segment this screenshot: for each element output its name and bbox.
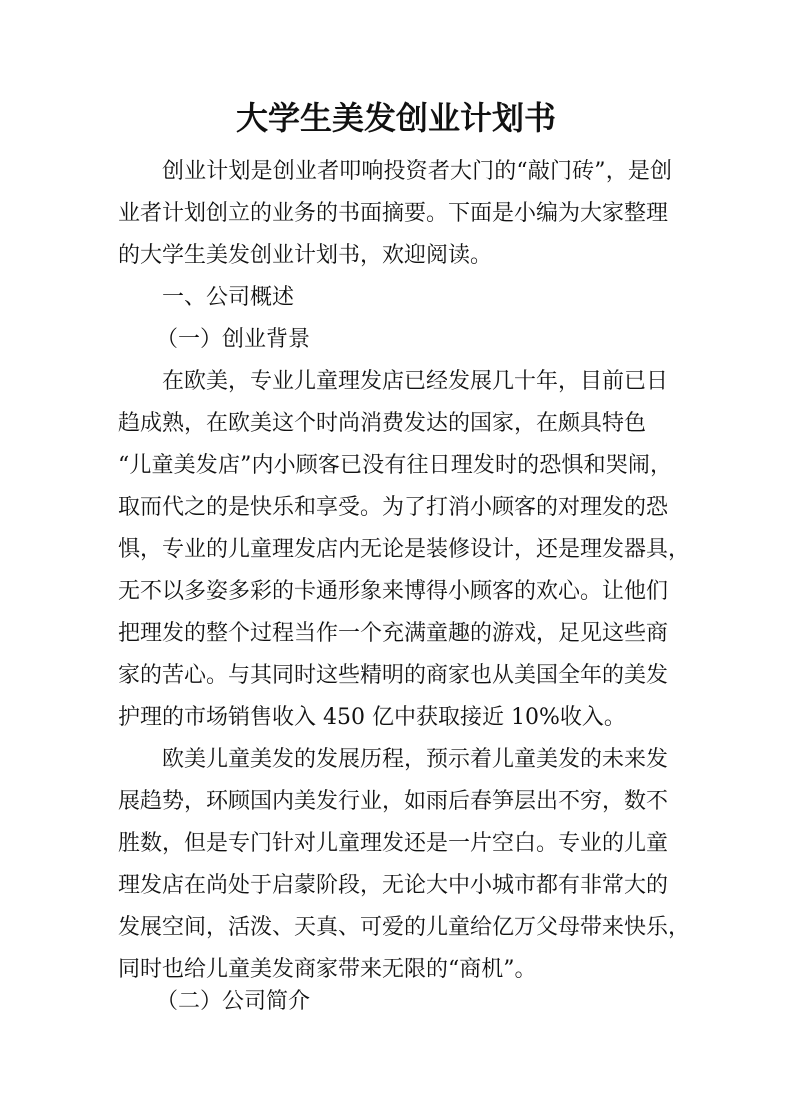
paragraph-line: 的大学生美发创业计划书，欢迎阅读。 — [118, 243, 493, 268]
paragraph-line: 无不以多姿多彩的卡通形象来博得小顾客的欢心。让他们 — [118, 579, 669, 604]
paragraph-line: 护理的市场销售收入 450 亿中获取接近 10%收入。 — [118, 705, 626, 730]
paragraph-line: 发展空间，活泼、天真、可爱的儿童给亿万父母带来快乐， — [118, 915, 691, 940]
section-heading: 一、公司概述 — [162, 285, 295, 310]
paragraph-line: 欧美儿童美发的发展历程，预示着儿童美发的未来发 — [162, 747, 669, 772]
paragraph-line: 胜数，但是专门针对儿童理发还是一片空白。专业的儿童 — [118, 831, 669, 856]
subsection-heading: （二）公司简介 — [156, 989, 311, 1014]
paragraph-line: 家的苦心。与其同时这些精明的商家也从美国全年的美发 — [118, 663, 669, 688]
paragraph-line: 把理发的整个过程当作一个充满童趣的游戏，足见这些商 — [118, 621, 669, 646]
paragraph-line: 惧，专业的儿童理发店内无论是装修设计，还是理发器具， — [118, 537, 691, 562]
paragraph-line: 取而代之的是快乐和享受。为了打消小顾客的对理发的恐 — [118, 495, 669, 520]
paragraph-line: “儿童美发店”内小顾客已没有往日理发时的恐惧和哭闹， — [118, 453, 672, 478]
document-title: 大学生美发创业计划书 — [235, 99, 556, 137]
paragraph-line: 创业计划是创业者叩响投资者大门的“敲门砖”，是创 — [162, 159, 672, 184]
paragraph-line: 业者计划创立的业务的书面摘要。下面是小编为大家整理 — [118, 201, 669, 226]
paragraph-line: 展趋势，环顾国内美发行业，如雨后春笋层出不穷，数不 — [118, 789, 669, 814]
subsection-heading: （一）创业背景 — [156, 327, 311, 352]
paragraph-line: 理发店在尚处于启蒙阶段，无论大中小城市都有非常大的 — [118, 873, 669, 898]
paragraph-line: 在欧美，专业儿童理发店已经发展几十年，目前已日 — [162, 369, 669, 394]
paragraph-line: 趋成熟，在欧美这个时尚消费发达的国家，在颇具特色 — [118, 411, 647, 436]
paragraph-line: 同时也给儿童美发商家带来无限的“商机”。 — [118, 957, 537, 982]
